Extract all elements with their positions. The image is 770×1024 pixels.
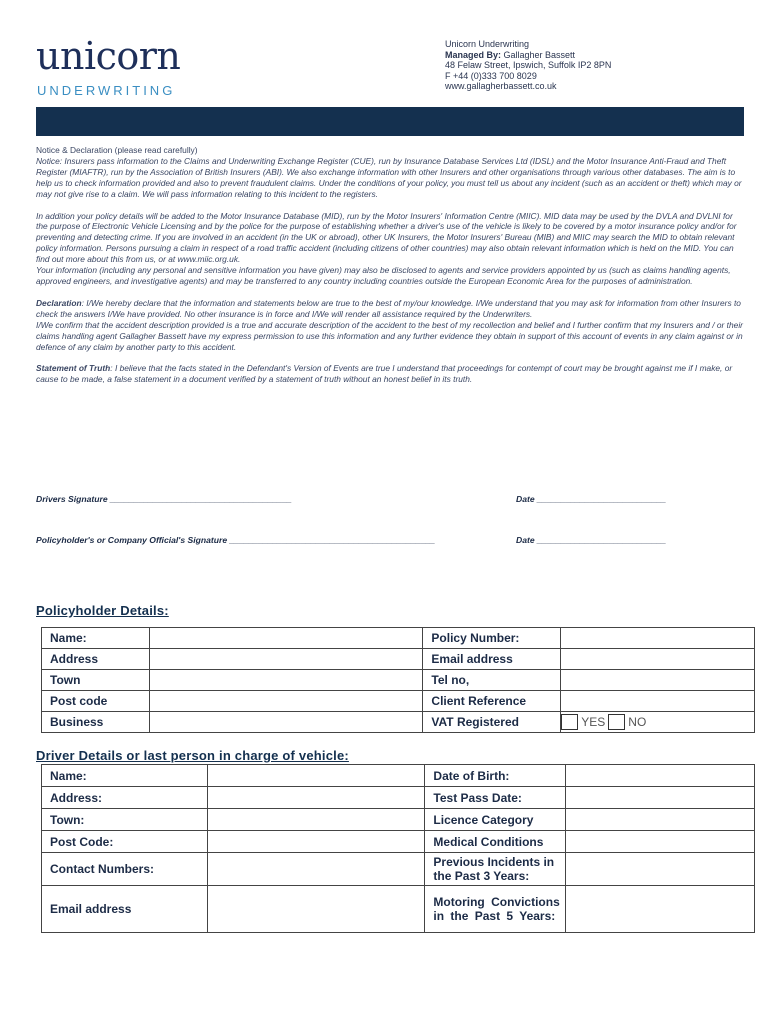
table-row	[42, 886, 755, 933]
table-row	[42, 670, 755, 691]
email-field[interactable]	[561, 649, 755, 670]
row-label: Name:	[42, 765, 208, 787]
table-row	[42, 765, 755, 787]
table-row	[42, 831, 755, 853]
row-label: Post Code:	[42, 831, 208, 853]
company-info	[445, 39, 611, 92]
header-bar	[36, 107, 744, 136]
test-pass-date-field[interactable]	[566, 787, 755, 809]
logo-subtitle: UNDERWRITING	[37, 83, 176, 98]
row-label: Motoring Convictions in the Past 5 Years:	[425, 886, 566, 933]
company-name: Unicorn Underwriting	[445, 39, 530, 49]
table-row	[42, 649, 755, 670]
row-label: Contact Numbers:	[42, 853, 208, 886]
row-label: Town	[42, 670, 150, 691]
managed-by-value: Gallagher Bassett	[501, 49, 576, 60]
table-row	[42, 853, 755, 886]
table-row	[42, 628, 755, 649]
truth-label: Statement of Truth	[36, 363, 111, 374]
notice-paragraph-2: In addition your policy details will be added to the Motor Insurance Database (MID), run by the Motor Insurers' Information Centre (MIIC). MID data may be used by the DVLA and DVLNI for the purpose of Electronic Vehicle Licensing and by the police for the purpose of establishing whether a driver's use of the vehicle is likely to be covered by a motor insurance policy and/or for preventing and detecting crime. If you are involved in an accident (in the UK or abroad), other UK Insurers, the Motor Insurers' Bureau (MIB) and MIIC may search the MID to obtain relevant policy information. Persons pursuing a claim in respect of a road traffic accident (including citizens of other countries) may also obtain relevant information which is held on the MID. You can find out more about this from us, or at www.miic.org.uk.	[36, 210, 737, 265]
driver-name-field[interactable]	[207, 765, 425, 787]
dob-field[interactable]	[566, 765, 755, 787]
row-label: Test Pass Date:	[425, 787, 566, 809]
row-label: Medical Conditions	[425, 831, 566, 853]
confirm-paragraph: I/We confirm that the accident description provided is a true and accurate description of the accident to the best of my recollection and belief and I further confirm that my Insurers and / or their claims handling agent Gallagher Bassett have my express permission to use this information and any further evidence they obtain in support of this account of events in any claim against or in defence of any claim by another party to this accident.	[36, 319, 743, 352]
company-website: www.gallagherbassett.co.uk	[445, 81, 557, 92]
name-field[interactable]	[149, 628, 423, 649]
vat-no-label: NO	[628, 715, 647, 729]
table-row	[42, 691, 755, 712]
company-phone: F +44 (0)333 700 8029	[445, 70, 537, 81]
policyholder-table	[41, 627, 755, 733]
business-field[interactable]	[149, 712, 423, 733]
row-label: VAT Registered	[423, 712, 561, 733]
table-row	[42, 787, 755, 809]
driver-email-field[interactable]	[207, 886, 425, 933]
driver-table	[41, 764, 755, 933]
notice-heading: Notice & Declaration (please read carefully)	[36, 145, 198, 155]
row-label: Business	[42, 712, 150, 733]
driver-date-line[interactable]: Date ___________________________	[516, 494, 667, 504]
previous-incidents-field[interactable]	[566, 853, 755, 886]
driver-town-field[interactable]	[207, 809, 425, 831]
row-label: Town:	[42, 809, 208, 831]
declaration-label: Declaration	[36, 297, 82, 308]
motoring-convictions-field[interactable]	[566, 886, 755, 933]
row-label: Address	[42, 649, 150, 670]
notice-paragraph-3: Your information (including any personal and sensitive information you have given) may also be disclosed to agents and service providers appointed by us (such as claims handling agents, approved engineers, and investigative agents) and may be transferred to any country including countries outside the European Economic Area for the purposes of administration.	[36, 265, 731, 286]
driver-section-title: Driver Details or last person in charge of vehicle:	[36, 748, 349, 763]
truth-paragraph	[36, 363, 746, 385]
driver-address-field[interactable]	[207, 787, 425, 809]
company-address: 48 Felaw Street, Ipswich, Suffolk IP2 8PN	[445, 60, 612, 71]
declaration-paragraph	[36, 298, 746, 320]
vat-options	[561, 712, 755, 733]
managed-by-label: Managed By:	[445, 49, 502, 60]
town-field[interactable]	[149, 670, 423, 691]
declaration-text: : I/We hereby declare that the information and statements below are true to the best of my/our knowledge. I/We understand that you may ask for information from other Insurers to check the answers I/We have provided. No other insurance is in force and I/We will render all assistance required by the Underwriters.	[36, 297, 741, 319]
vat-yes-label: YES	[581, 715, 606, 729]
table-row	[42, 809, 755, 831]
row-label: Email address	[42, 886, 208, 933]
vat-no-checkbox[interactable]	[608, 714, 625, 730]
row-label: Date of Birth:	[425, 765, 566, 787]
licence-category-field[interactable]	[566, 809, 755, 831]
policyholder-date-line[interactable]: Date ___________________________	[516, 535, 667, 545]
truth-text: : I believe that the facts stated in the Defendant's Version of Events are true I understand that proceedings for contempt of court may be brought against me if I make, or cause to be made, a false statement in a document verified by a statement of truth without an honest belief in its truth.	[36, 363, 733, 385]
postcode-field[interactable]	[149, 691, 423, 712]
policyholder-signature-line[interactable]: Policyholder's or Company Official's Signature ___________________________________________	[36, 535, 436, 545]
policyholder-section-title: Policyholder Details:	[36, 603, 169, 618]
row-label: Name:	[42, 628, 150, 649]
driver-signature-line[interactable]: Drivers Signature ______________________________________	[36, 494, 292, 504]
row-label: Address:	[42, 787, 208, 809]
address-field[interactable]	[149, 649, 423, 670]
policy-number-field[interactable]	[561, 628, 755, 649]
logo-wordmark: unicorn	[36, 34, 181, 78]
driver-postcode-field[interactable]	[207, 831, 425, 853]
notice-paragraph-1: Notice: Insurers pass information to the Claims and Underwriting Exchange Register (CUE), run by Insurance Database Services Ltd (IDSL) and the Motor Insurance Anti-Fraud and Theft Register (MIAFTR), run by the Association of British Insurers (ABI). We also exchange information with other Insurers and other organisations through various other databases. The aim is to help us to check information provided and also to prevent fraudulent claims. Under the conditions of your policy, you must tell us about any incident (such as an accident or theft) which may or may not give rise to a claim. We will pass information relating to this incident to the registers.	[36, 155, 742, 199]
table-row	[42, 712, 755, 733]
medical-conditions-field[interactable]	[566, 831, 755, 853]
client-reference-field[interactable]	[561, 691, 755, 712]
row-label: Post code	[42, 691, 150, 712]
row-label: Tel no,	[423, 670, 561, 691]
row-label: Policy Number:	[423, 628, 561, 649]
notice-declaration	[36, 145, 746, 385]
row-label: Licence Category	[425, 809, 566, 831]
vat-yes-checkbox[interactable]	[561, 714, 578, 730]
row-label: Email address	[423, 649, 561, 670]
row-label: Client Reference	[423, 691, 561, 712]
contact-numbers-field[interactable]	[207, 853, 425, 886]
tel-field[interactable]	[561, 670, 755, 691]
row-label: Previous Incidents in the Past 3 Years:	[425, 853, 566, 886]
